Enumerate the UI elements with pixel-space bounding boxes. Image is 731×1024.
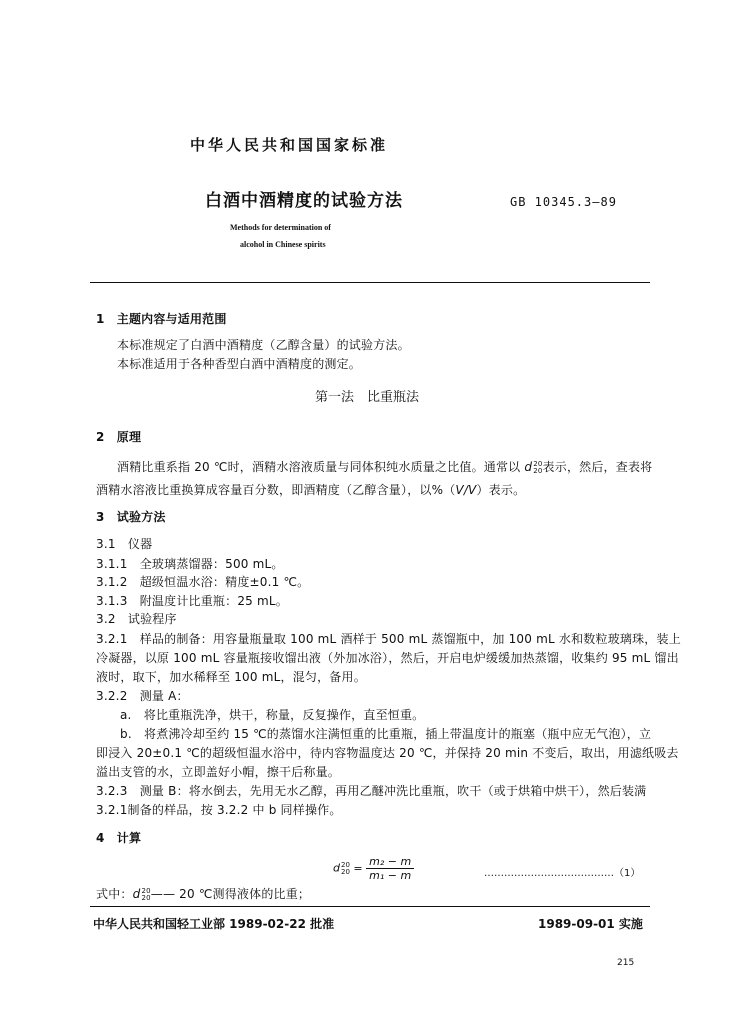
where-description: —— 20 ℃测得液体的比重； <box>150 887 311 901</box>
section3-heading: 3 试验方法 <box>96 510 166 524</box>
section1-para2: 本标准适用于各种香型白酒中酒精度的测定。 <box>117 357 362 371</box>
clause-3-2-2: 3.2.2 测量 A： <box>96 689 189 703</box>
density-sup: 20 <box>533 459 543 468</box>
header-rule <box>90 282 650 283</box>
clause-3-2-3-line2: 3.2.1制备的样品，按 3.2.2 中 b 同样操作。 <box>96 803 342 817</box>
equation-denominator: m₁ − m <box>369 869 412 882</box>
page-number: 215 <box>617 958 635 968</box>
where-scripts <box>141 888 150 902</box>
equals-sign: = <box>353 862 363 875</box>
where-sub: 20 <box>141 893 151 902</box>
clause-3-2-3-line1: 3.2.3 测量 B：将水倒去，先用无水乙醇，再用乙醚冲洗比重瓶，吹干（或于烘箱中烘干），然后装满 <box>96 784 647 798</box>
where-clause <box>96 885 310 902</box>
section2-line1-text-b: 表示，然后，查表将 <box>542 460 653 474</box>
section2-line2-text-a: 酒精水溶液比重换算成容量百分数，即酒精度（乙醇含量），以%（ <box>96 483 456 497</box>
section2-line2-text-b: ）表示。 <box>476 483 526 497</box>
section4-heading: 4 计算 <box>96 831 142 845</box>
section1-heading: 1 主题内容与适用范围 <box>96 312 227 326</box>
clause-3-1-2: 3.1.2 超级恒温水浴：精度±0.1 ℃。 <box>96 575 310 589</box>
equation-sub: 20 <box>340 867 350 876</box>
section1-para1: 本标准规定了白酒中酒精度（乙醇含量）的试验方法。 <box>117 338 410 352</box>
density-sub: 20 <box>533 466 543 475</box>
approval-note: 中华人民共和国轻工业部 1989-02-22 批准 <box>93 917 335 931</box>
density-symbol: d <box>524 460 533 474</box>
footer-rule <box>90 906 650 907</box>
equation-lhs: d <box>333 861 340 875</box>
org-title: 中华人民共和国国家标准 <box>190 136 389 154</box>
where-label: 式中： <box>96 887 133 901</box>
equation-lhs-scripts <box>341 862 350 876</box>
equation-sup: 20 <box>340 860 350 869</box>
where-symbol: d <box>132 887 141 901</box>
clause-3-2-2-b-line1: b. 将煮沸冷却至约 15 ℃的蒸馏水注满恒重的比重瓶，插上带温度计的瓶塞（瓶中应无气泡），立 <box>120 727 652 741</box>
equation-1 <box>333 855 414 882</box>
method1-title: 第一法 比重瓶法 <box>315 390 420 405</box>
clause-3-1-1: 3.1.1 全玻璃蒸馏器：500 mL。 <box>96 557 284 571</box>
document-title: 白酒中酒精度的试验方法 <box>205 191 403 211</box>
implementation-date: 1989-09-01 实施 <box>538 917 643 931</box>
section2-line1 <box>117 458 652 475</box>
section2-heading: 2 原理 <box>96 430 142 444</box>
clause-3-2-2-a: a. 将比重瓶洗净，烘干，称量，反复操作，直至恒重。 <box>120 708 425 722</box>
clause-3-2-1-line2: 冷凝器，以原 100 mL 容量瓶接收馏出液（外加冰浴），然后，开启电炉缓缓加热蒸馏，收集约 95 mL 馏出 <box>96 651 679 665</box>
clause-3-2: 3.2 试验程序 <box>96 612 177 626</box>
clause-3-1: 3.1 仪器 <box>96 537 153 551</box>
equation-numerator: m₂ − m <box>366 855 414 869</box>
clause-3-1-3: 3.1.3 附温度计比重瓶：25 mL。 <box>96 594 288 608</box>
english-title-line1: Methods for determination of <box>230 223 331 232</box>
section2-line2 <box>96 481 525 498</box>
standard-code: GB 10345.3—89 <box>510 195 617 209</box>
clause-3-2-2-b-line2: 即浸入 20±0.1 ℃的超级恒温水浴中，待内容物温度达 20 ℃，并保持 20 min 不变后，取出，用滤纸吸去 <box>96 746 679 760</box>
equation-number: …………………………………（1） <box>484 868 641 879</box>
clause-3-2-2-b-line3: 溢出支管的水，立即盖好小帽，擦干后称量。 <box>96 765 341 779</box>
clause-3-2-1-line3: 液时，取下，加水稀释至 100 mL，混匀，备用。 <box>96 670 366 684</box>
vv-unit: V/V <box>455 483 477 497</box>
section2-line1-text-a: 酒精比重系指 20 ℃时，酒精水溶液质量与同体积纯水质量之比值。通常以 <box>117 460 525 474</box>
clause-3-2-1-line1: 3.2.1 样品的制备：用容量瓶量取 100 mL 酒样于 500 mL 蒸馏瓶中，加 100 mL 水和数粒玻璃珠，装上 <box>96 632 681 646</box>
density-scripts <box>533 461 542 475</box>
english-title-line2: alcohol in Chinese spirits <box>240 240 326 249</box>
equation-fraction <box>366 855 414 882</box>
where-sup: 20 <box>141 886 151 895</box>
